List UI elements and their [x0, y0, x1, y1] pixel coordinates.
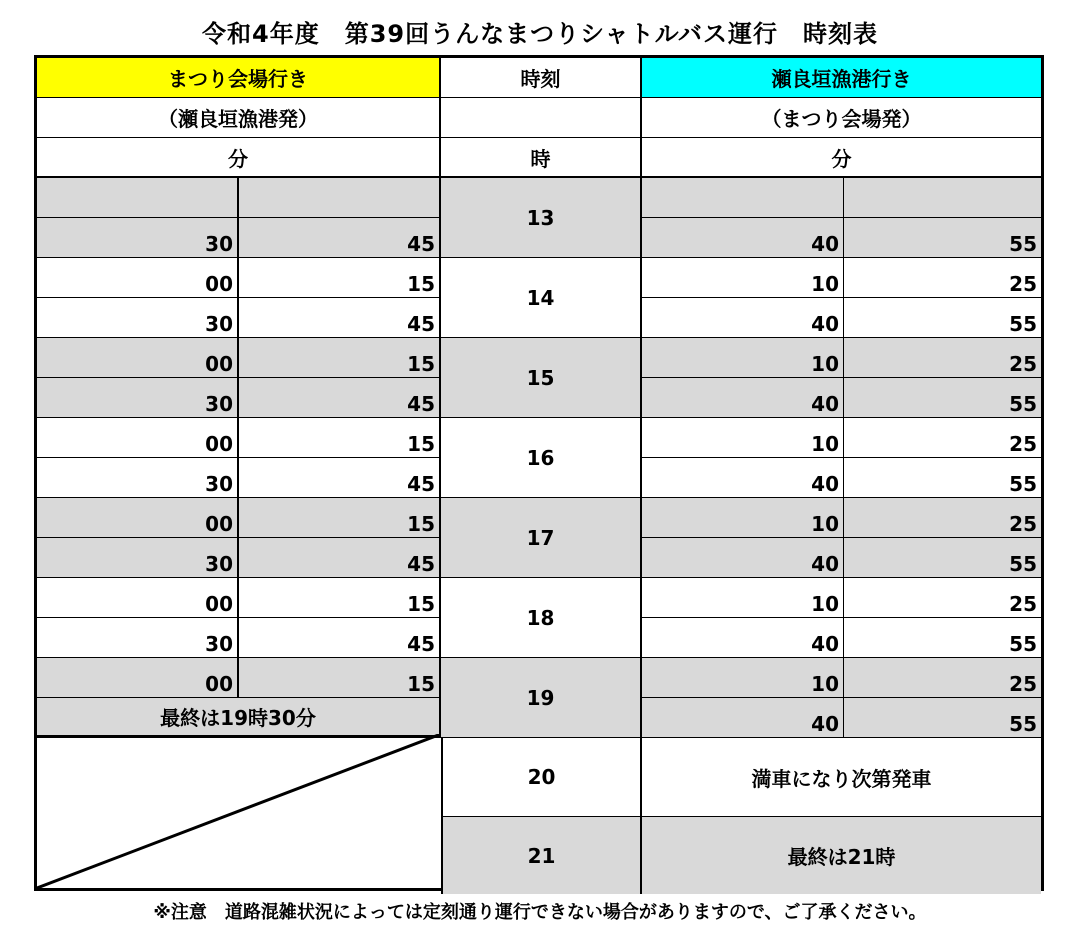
right-minute-cell: 40 — [642, 378, 844, 418]
hour-cell: 13 — [441, 178, 642, 258]
right-origin-label: （まつり会場発） — [642, 98, 1041, 138]
right-minute-cell: 55 — [844, 458, 1041, 498]
hour-cell: 15 — [441, 338, 642, 418]
time-blank-cell — [441, 98, 642, 138]
left-minute-cell: 30 — [37, 618, 239, 658]
left-minute-cell: 15 — [239, 258, 441, 298]
left-minute-cell — [37, 178, 239, 218]
right-minute-cell: 40 — [642, 298, 844, 338]
left-minute-cell: 30 — [37, 538, 239, 578]
right-minute-cell — [844, 178, 1041, 218]
left-minute-cell: 15 — [239, 418, 441, 458]
hour-header: 時 — [441, 138, 642, 178]
left-last-bus-note: 最終は19時30分 — [37, 698, 441, 738]
left-minute-cell: 45 — [239, 218, 441, 258]
right-minute-cell: 55 — [844, 298, 1041, 338]
left-minute-cell — [239, 178, 441, 218]
left-minute-cell: 00 — [37, 578, 239, 618]
right-minute-cell: 40 — [642, 538, 844, 578]
right-status-cell: 最終は21時 — [642, 817, 1041, 894]
left-destination-header: まつり会場行き — [37, 58, 441, 98]
right-minute-cell: 40 — [642, 618, 844, 658]
footnote: ※注意 道路混雑状況によっては定刻通り運行できない場合がありますので、ご了承ください。 — [153, 902, 927, 923]
right-minute-cell: 10 — [642, 498, 844, 538]
right-minute-cell: 25 — [844, 658, 1041, 698]
timetable — [34, 55, 1044, 891]
right-minute-header: 分 — [642, 138, 1041, 178]
left-minute-cell: 00 — [37, 338, 239, 378]
right-minute-cell: 55 — [844, 378, 1041, 418]
right-minute-cell: 40 — [642, 698, 844, 738]
left-minute-cell: 00 — [37, 258, 239, 298]
right-minute-cell: 25 — [844, 338, 1041, 378]
left-minute-cell: 30 — [37, 378, 239, 418]
hour-cell: 16 — [441, 418, 642, 498]
hour-cell: 19 — [441, 658, 642, 738]
right-minute-cell: 55 — [844, 538, 1041, 578]
left-origin-label: （瀬良垣漁港発） — [37, 98, 441, 138]
hour-cell: 21 — [441, 817, 642, 894]
hour-cell: 14 — [441, 258, 642, 338]
time-header: 時刻 — [441, 58, 642, 98]
right-minute-cell: 10 — [642, 578, 844, 618]
right-minute-cell: 55 — [844, 218, 1041, 258]
right-minute-cell: 25 — [844, 498, 1041, 538]
right-minute-cell: 25 — [844, 258, 1041, 298]
left-minute-cell: 45 — [239, 298, 441, 338]
left-minute-header: 分 — [37, 138, 441, 178]
left-minute-cell: 15 — [239, 578, 441, 618]
left-minute-cell: 45 — [239, 618, 441, 658]
left-minute-cell: 15 — [239, 498, 441, 538]
right-destination-header: 瀬良垣漁港行き — [642, 58, 1041, 98]
right-minute-cell: 25 — [844, 418, 1041, 458]
right-status-cell: 満車になり次第発車 — [642, 738, 1041, 817]
right-minute-cell: 10 — [642, 258, 844, 298]
left-minute-cell: 15 — [239, 338, 441, 378]
left-minute-cell: 00 — [37, 658, 239, 698]
right-minute-cell: 40 — [642, 458, 844, 498]
right-minute-cell: 10 — [642, 418, 844, 458]
right-minute-cell: 10 — [642, 338, 844, 378]
hour-cell: 18 — [441, 578, 642, 658]
left-minute-cell: 15 — [239, 658, 441, 698]
right-minute-cell: 10 — [642, 658, 844, 698]
page-title: 令和4年度 第39回うんなまつりシャトルバス運行 時刻表 — [202, 20, 878, 48]
right-minute-cell: 40 — [642, 218, 844, 258]
left-minute-cell: 30 — [37, 298, 239, 338]
right-minute-cell — [642, 178, 844, 218]
left-minute-cell: 00 — [37, 418, 239, 458]
hour-cell: 17 — [441, 498, 642, 578]
right-minute-cell: 55 — [844, 618, 1041, 658]
right-minute-cell: 25 — [844, 578, 1041, 618]
hour-cell: 20 — [441, 738, 642, 817]
diagonal-slash — [37, 734, 441, 888]
left-minute-cell: 00 — [37, 498, 239, 538]
left-minute-cell: 45 — [239, 458, 441, 498]
left-minute-cell: 45 — [239, 378, 441, 418]
right-minute-cell: 55 — [844, 698, 1041, 738]
left-minute-cell: 30 — [37, 218, 239, 258]
left-minute-cell: 45 — [239, 538, 441, 578]
left-minute-cell: 30 — [37, 458, 239, 498]
